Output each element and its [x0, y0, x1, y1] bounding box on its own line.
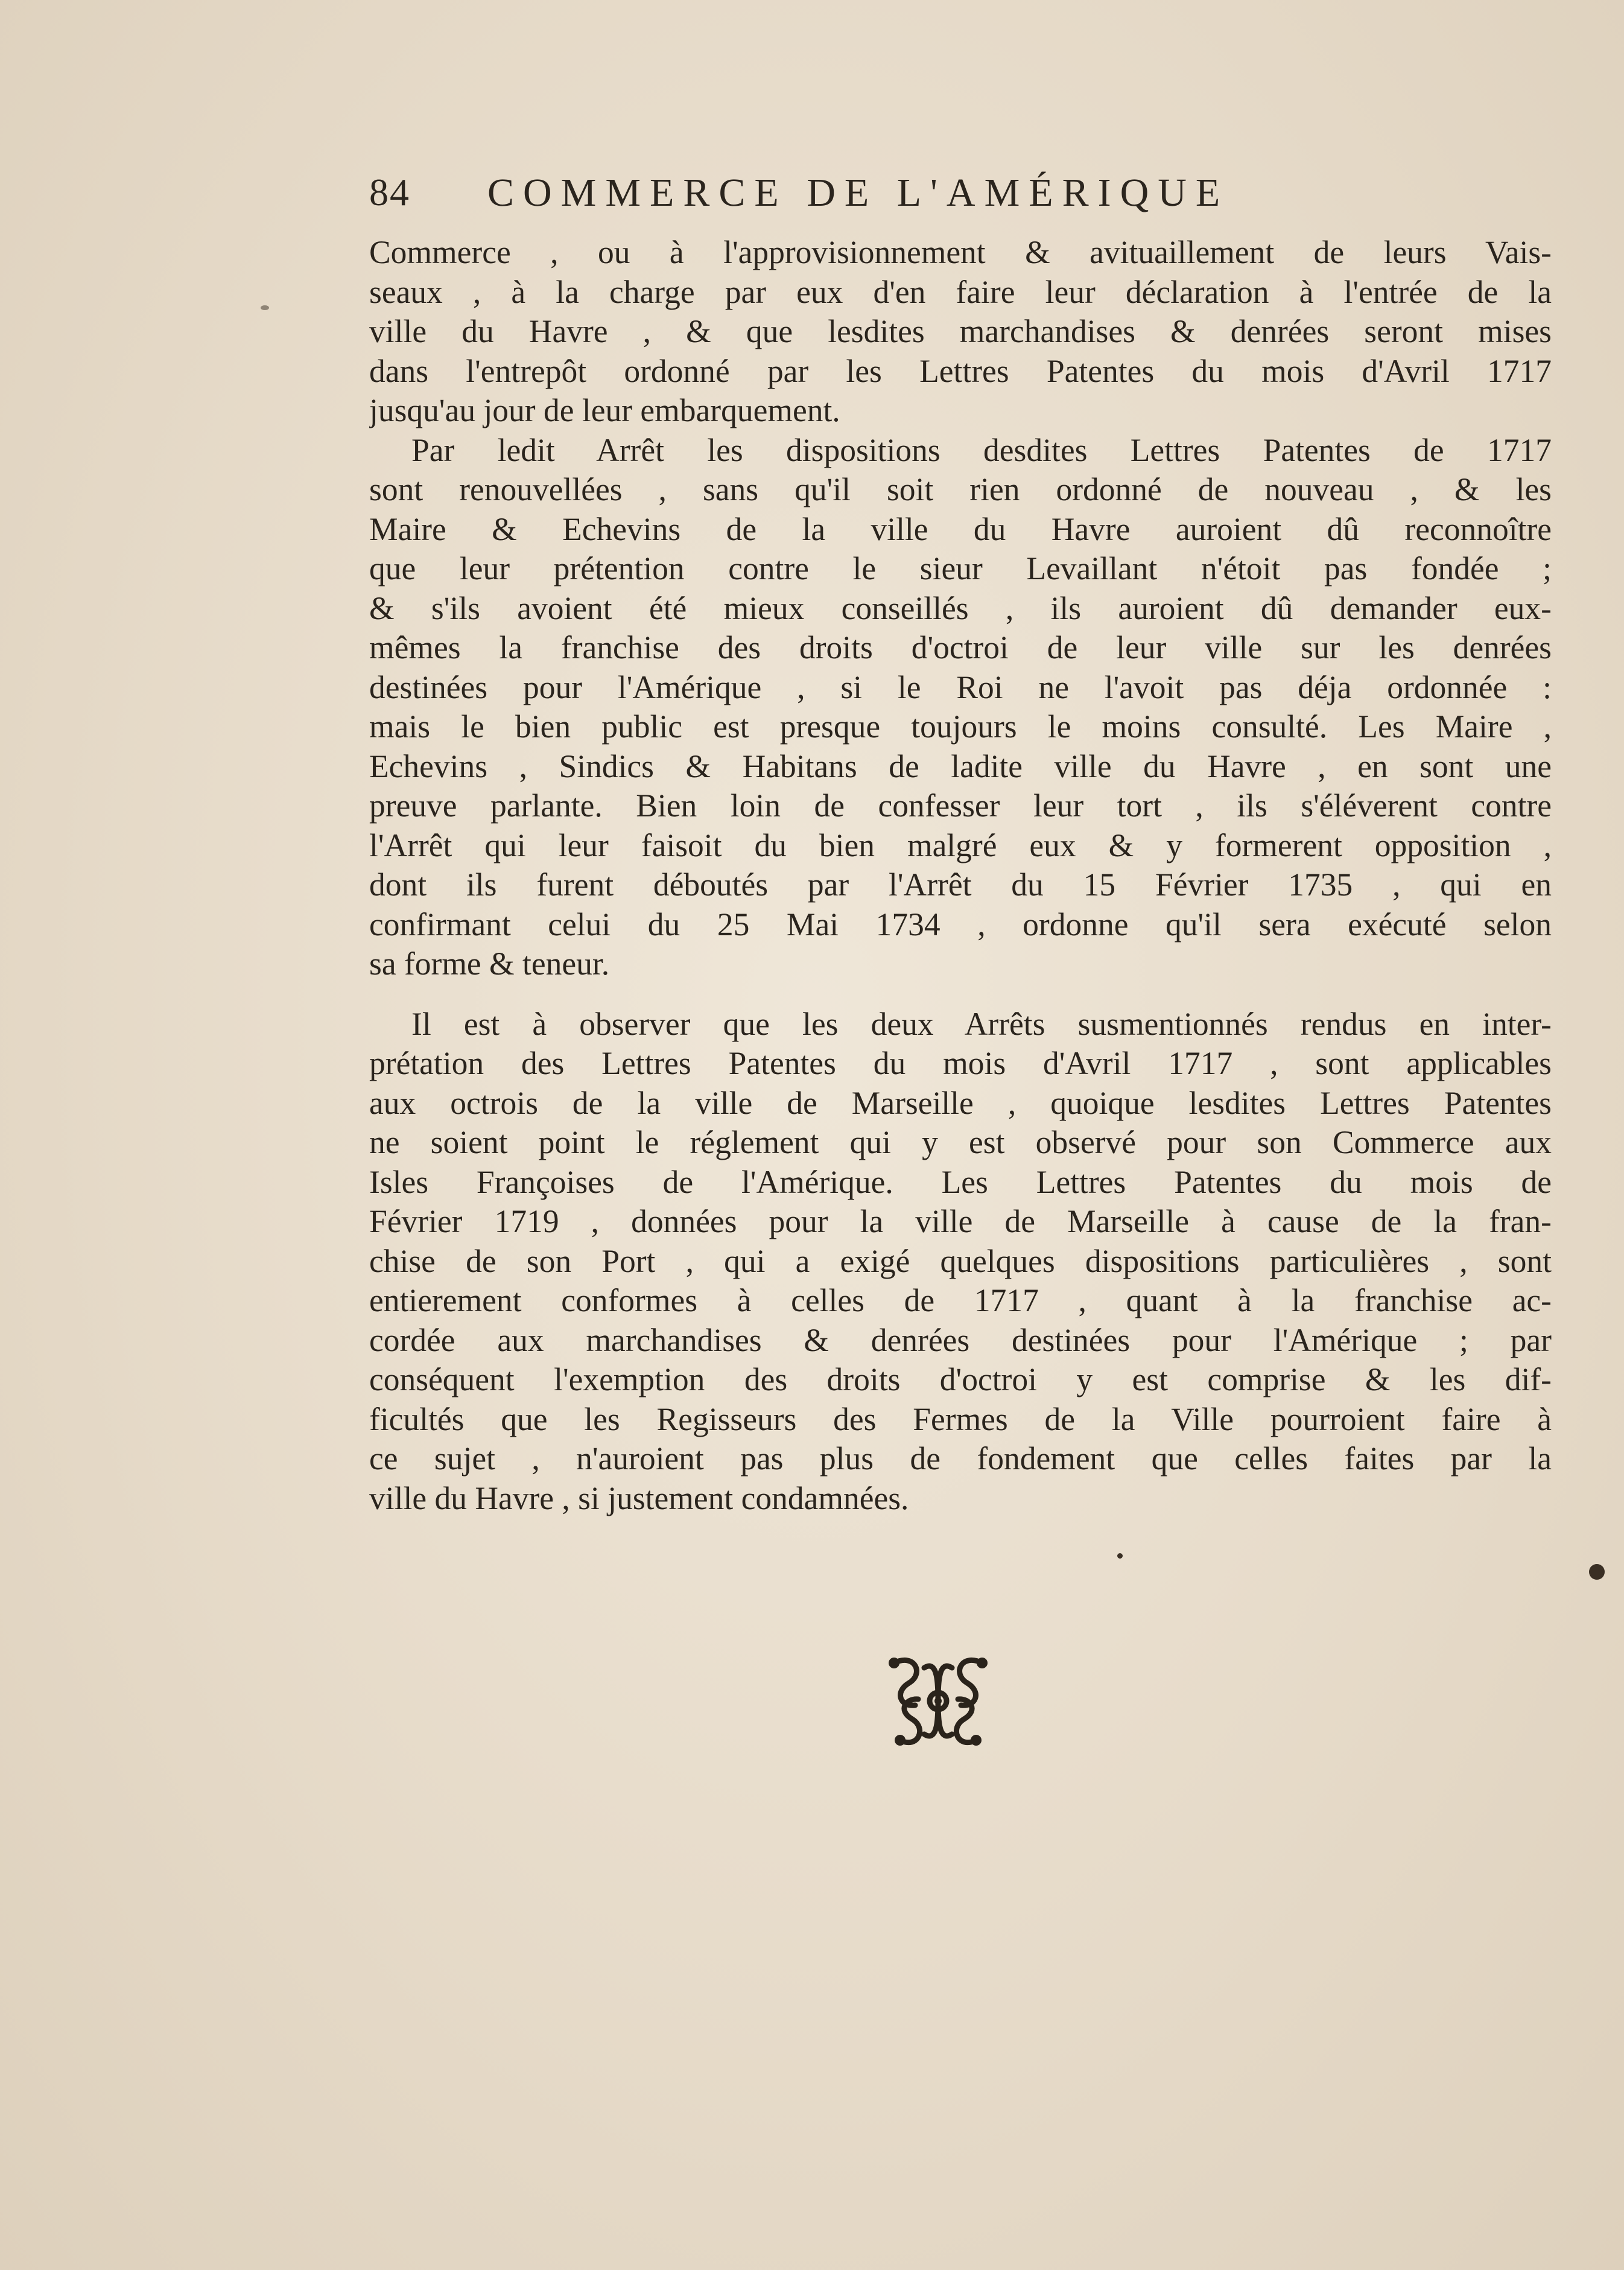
text-line: Echevins , Sindics & Habitans de ladite ville du Havre , en sont une — [369, 748, 1552, 784]
text-line: que leur prétention contre le sieur Levaillant n'étoit pas fondée ; — [369, 550, 1552, 587]
text-line: Isles Françoises de l'Amérique. Les Lettres Patentes du mois de — [369, 1163, 1552, 1200]
text-line: l'Arrêt qui leur faisoit du bien malgré eux & y formerent opposition , — [369, 827, 1552, 863]
text-line: entierement conformes à celles de 1717 , quant à la franchise ac- — [369, 1282, 1552, 1318]
text-line: prétation des Lettres Patentes du mois d'Avril 1717 , sont applicables — [369, 1045, 1552, 1081]
text-line: dont ils furent déboutés par l'Arrêt du 15 Février 1735 , qui en — [369, 866, 1552, 903]
text-line: sa forme & teneur. — [369, 946, 610, 982]
text-line: seaux , à la charge par eux d'en faire leur déclaration à l'entrée de la — [369, 273, 1552, 310]
text-line: preuve parlante. Bien loin de confesser leur tort , ils s'éléverent contre — [369, 787, 1552, 824]
text-line: ville du Havre , & que lesdites marchandises & denrées seront mises — [369, 313, 1552, 349]
paper-speck — [1117, 1553, 1123, 1559]
text-line: ce sujet , n'auroient pas plus de fondement que celles faites par la — [369, 1440, 1552, 1477]
text-line: aux octrois de la ville de Marseille , quoique lesdites Lettres Patentes — [369, 1084, 1552, 1121]
text-line: sont renouvellées , sans qu'il soit rien ordonné de nouveau , & les — [369, 471, 1552, 507]
text-line: Il est à observer que les deux Arrêts susmentionnés rendus en inter- — [411, 1005, 1552, 1042]
text-line: mais le bien public est presque toujours le moins consulté. Les Maire , — [369, 708, 1552, 745]
text-line: Commerce , ou à l'approvisionnement & avituaillement de leurs Vais- — [369, 234, 1552, 270]
text-line: chise de son Port , qui a exigé quelques dispositions particulières , sont — [369, 1242, 1552, 1279]
text-line: jusqu'au jour de leur embarquement. — [369, 392, 840, 428]
text-line: destinées pour l'Amérique , si le Roi ne l'avoit pas déja ordonnée : — [369, 669, 1552, 705]
text-line: mêmes la franchise des droits d'octroi de leur ville sur les denrées — [369, 629, 1552, 666]
text-line: conséquent l'exemption des droits d'octroi y est comprise & les dif- — [369, 1361, 1552, 1397]
page-number: 84 — [369, 171, 410, 214]
text-line: ficultés que les Regisseurs des Fermes de la Ville pourroient faire à — [369, 1400, 1552, 1437]
text-line: Par ledit Arrêt les dispositions desdites Lettres Patentes de 1717 — [411, 431, 1552, 468]
paper-speck — [261, 305, 269, 310]
page-header — [369, 170, 1346, 224]
text-line: Février 1719 , données pour la ville de Marseille à cause de la fran- — [369, 1203, 1552, 1239]
text-line: cordée aux marchandises & denrées destinées pour l'Amérique ; par — [369, 1321, 1552, 1358]
body-text — [369, 233, 1552, 1518]
text-line: & s'ils avoient été mieux conseillés , ils auroient dû demander eux- — [369, 590, 1552, 626]
text-line: dans l'entrepôt ordonné par les Lettres Patentes du mois d'Avril 1717 — [369, 352, 1552, 389]
paper-speck — [1589, 1564, 1605, 1580]
running-title: COMMERCE DE L'AMÉRIQUE — [487, 171, 1229, 215]
text-line: Maire & Echevins de la ville du Havre auroient dû reconnoître — [369, 510, 1552, 547]
text-line: confirmant celui du 25 Mai 1734 , ordonne qu'il sera exécuté selon — [369, 906, 1552, 943]
text-line: ville du Havre , si justement condamnées. — [369, 1480, 909, 1516]
text-line: ne soient point le réglement qui y est observé pour son Commerce aux — [369, 1124, 1552, 1160]
printers-fleuron-ornament-icon — [882, 1650, 994, 1752]
